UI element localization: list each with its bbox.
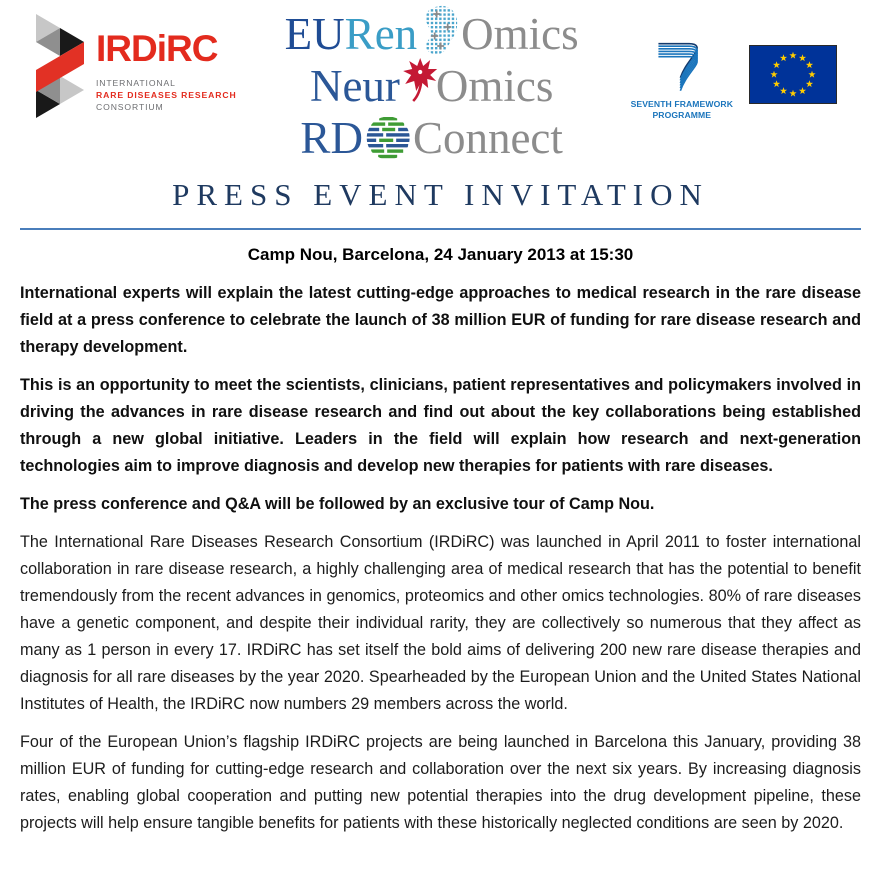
neuromics-logo bbox=[310, 60, 553, 112]
fp7-seven-icon bbox=[649, 81, 715, 98]
neuromics-neur-text: Neur bbox=[309, 60, 400, 111]
paragraph-projects: Four of the European Union’s flagship IRDiRC projects are being launched in Barcelona this January, providing 38 million EUR of funding for cutting-edge research and collaboration over the next six years. By increasing diagnosis rates, enabling global cooperation and putting new potential therapies into the drug development pipeline, these projects will help ensure tangible benefits for patients with these historically neglected conditions are seen by 2020. bbox=[20, 733, 861, 832]
eurenomics-ren-text: Ren bbox=[344, 8, 418, 59]
paragraph-opportunity: This is an opportunity to meet the scientists, clinicians, patient representatives and policymakers involved in driving the advances in rare disease research and find out about the key collaborations being established through a new global initiative. Leaders in the field will explain how research and next-generation technologies aim to improve diagnosis and develop new therapies for patients with rare diseases. bbox=[20, 376, 861, 475]
globe-icon bbox=[365, 115, 411, 165]
project-logos bbox=[285, 8, 579, 164]
paragraph-lead: International experts will explain the latest cutting-edge approaches to medical research in the rare disease field at a press conference to celebrate the launch of 38 million EUR of funding for rare disease research and therapy development. bbox=[20, 284, 861, 356]
rdconnect-connect-text: Connect bbox=[412, 112, 563, 163]
rdconnect-rd-text: RD bbox=[300, 112, 363, 163]
neuromics-omics-text: Omics bbox=[435, 60, 554, 111]
neuron-icon bbox=[401, 57, 439, 107]
fp7-logo bbox=[631, 42, 733, 120]
irdirc-subline-rare-diseases: RARE DISEASES RESEARCH bbox=[96, 90, 237, 101]
fp7-text-line2: PROGRAMME bbox=[652, 109, 712, 120]
page-title: PRESS EVENT INVITATION bbox=[172, 177, 709, 212]
document-header bbox=[0, 0, 881, 175]
irdirc-subline-consortium: CONSORTIUM bbox=[96, 102, 164, 113]
rdconnect-logo bbox=[300, 112, 562, 164]
irdirc-subline-international: INTERNATIONAL bbox=[96, 78, 176, 88]
paragraph-irdirc: The International Rare Diseases Research Consortium (IRDiRC) was launched in April 2011 to foster international collaboration in rare disease research, a highly challenging area of medical research that has the potential to benefit tremendously from the recent advances in genomics, proteomics and other omics technologies. 80% of rare diseases have a genetic component, and despite their individual rarity, they are collectively so numerous that they affect as many as 1 person in every 17. IRDiRC has set itself the bold aims of delivering 200 new rare disease therapies and diagnosis for all rare diseases by the year 2020. Spearheaded by the European Union and the United States National Institutes of Health, the IRDiRC now numbers 29 members across the world. bbox=[20, 533, 861, 713]
eu-flag bbox=[749, 45, 837, 109]
eu-logos bbox=[631, 38, 837, 120]
event-date-location: Camp Nou, Barcelona, 24 January 2013 at 15:30 bbox=[247, 245, 634, 264]
title-divider bbox=[20, 228, 861, 230]
eurenomics-logo bbox=[285, 8, 579, 60]
fp7-text-line1: SEVENTH FRAMEWORK bbox=[630, 99, 733, 109]
eurenomics-eu-text: EU bbox=[284, 8, 345, 59]
irdirc-ribbon-icon bbox=[28, 12, 86, 123]
kidney-icon bbox=[418, 5, 460, 59]
irdirc-wordmark bbox=[96, 12, 237, 113]
body-text bbox=[20, 280, 861, 837]
paragraph-tour: The press conference and Q&A will be followed by an exclusive tour of Camp Nou. bbox=[20, 495, 655, 513]
eurenomics-omics-text: Omics bbox=[461, 8, 579, 59]
irdirc-logo bbox=[28, 12, 237, 123]
irdirc-acronym: IRDiRC bbox=[96, 28, 218, 69]
